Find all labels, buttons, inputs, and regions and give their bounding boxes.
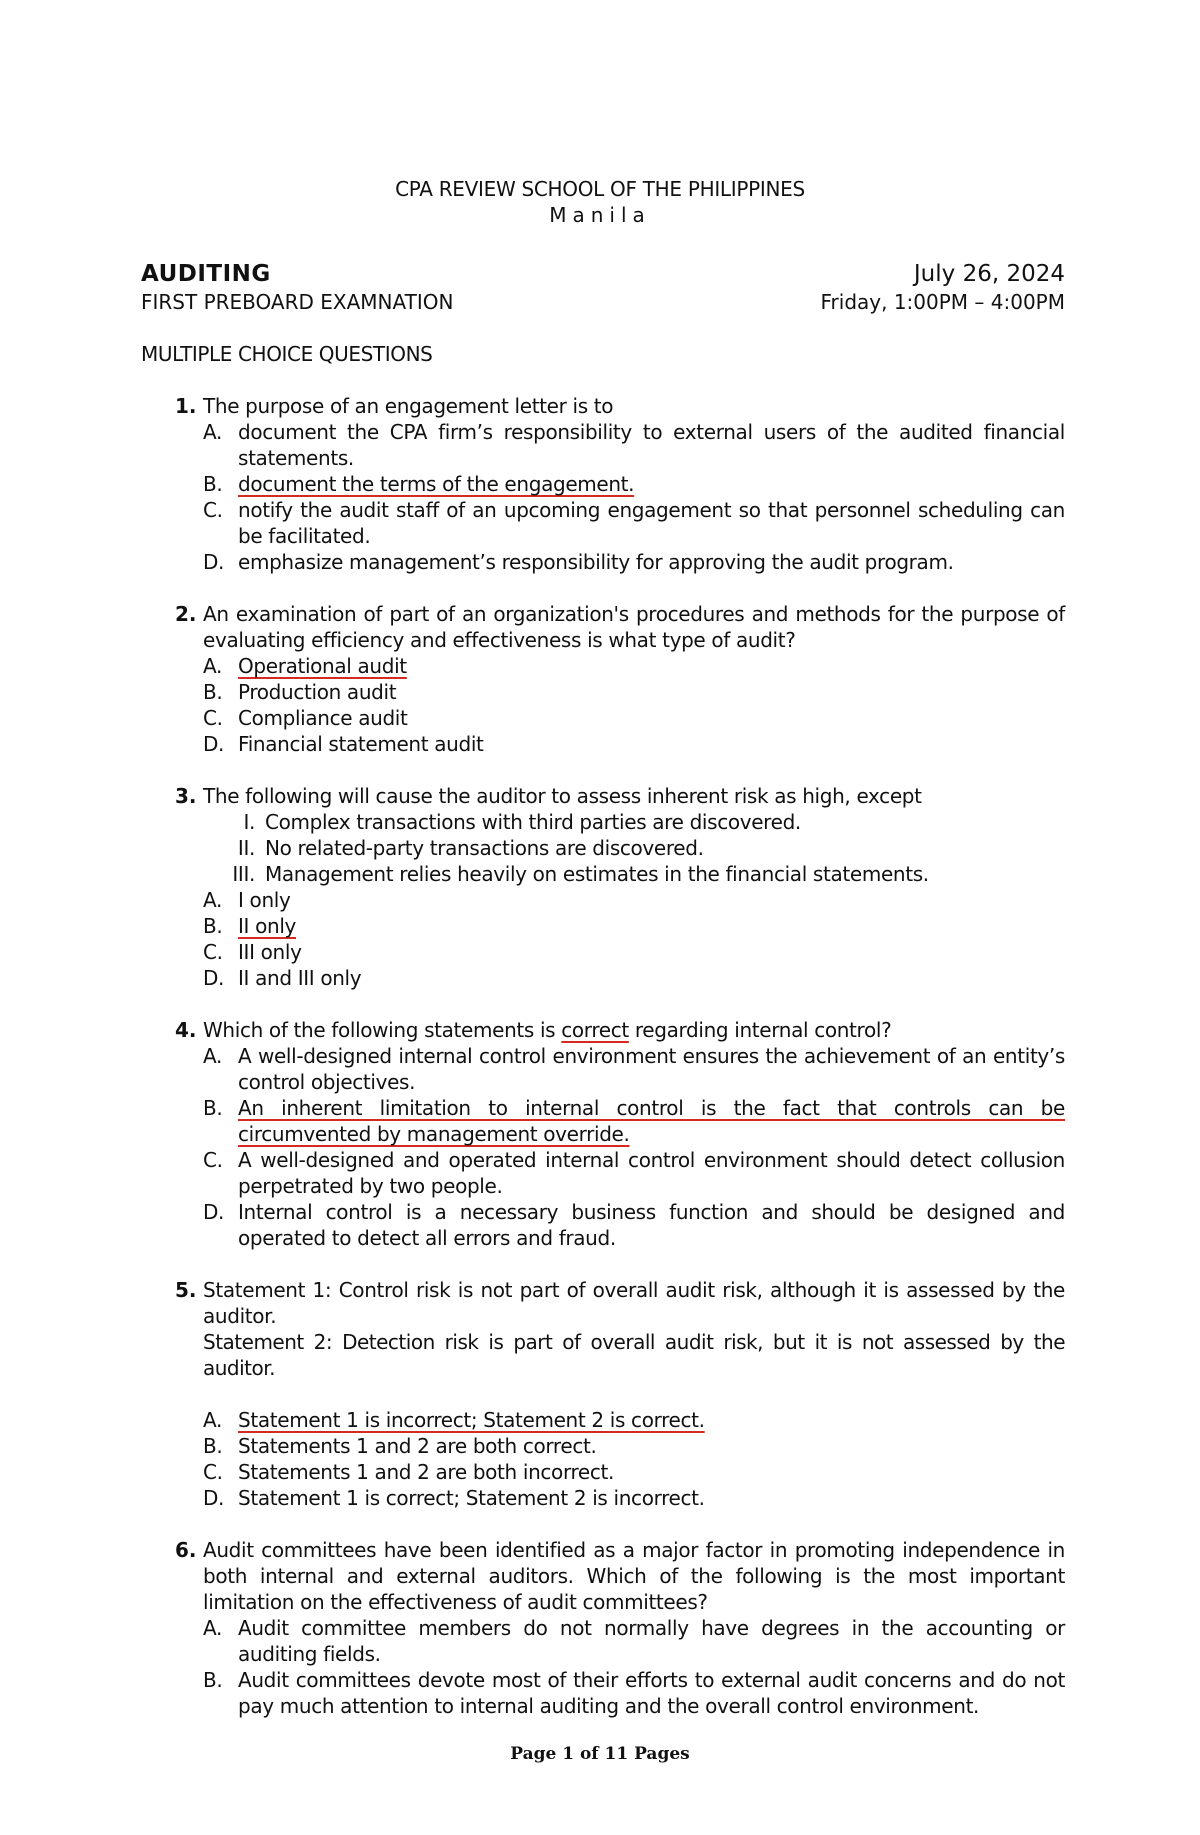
option-a [203,1615,1065,1667]
option-c [203,705,1065,731]
option-letter: C. [203,498,223,522]
section-title: MULTIPLE CHOICE QUESTIONS [141,342,433,366]
stem-part: Which of the following statements is [203,1018,562,1042]
option-text: II only [238,914,297,938]
option-d [203,1199,1065,1251]
option-text: Internal control is a necessary business function and should be designed and operated to detect all errors and fraud. [238,1200,1065,1250]
option-d [203,549,1065,575]
option-a [203,887,1065,913]
option-text: Statement 1 is correct; Statement 2 is incorrect. [238,1486,705,1510]
stem-part: regarding internal control? [628,1018,892,1042]
roman-numeral: III. [232,862,255,886]
roman-text: No related-party transactions are discovered. [265,836,704,860]
question-4 [141,1017,1065,1251]
option-letter: D. [203,966,225,990]
option-text: notify the audit staff of an upcoming engagement so that personnel scheduling can be facilitated. [238,498,1065,548]
question-2 [141,601,1065,757]
option-text: document the CPA firm’s responsibility to external users of the audited financial statements. [238,420,1065,470]
option-a [203,1043,1065,1095]
option-text: III only [238,940,302,964]
option-text: Financial statement audit [238,732,484,756]
option-letter: A. [203,1616,222,1640]
roman-numeral: I. [243,810,255,834]
option-a-marked-answer [203,653,1065,679]
question-number: 3. [175,784,197,808]
option-text: Production audit [238,680,397,704]
question-number: 4. [175,1018,197,1042]
question-number: 1. [175,394,197,418]
option-letter: A. [203,420,222,444]
option-c [203,1459,1065,1485]
option-letter: D. [203,1200,225,1224]
roman-item-2 [203,835,1065,861]
option-letter: B. [203,1668,223,1692]
question-3 [141,783,1065,991]
question-stem-statement-2: Statement 2: Detection risk is part of overall audit risk, but it is not assessed by the auditor. [203,1330,1065,1380]
roman-item-1 [203,809,1065,835]
roman-item-3 [203,861,1065,887]
roman-text: Complex transactions with third parties are discovered. [265,810,801,834]
option-letter: C. [203,706,223,730]
roman-numeral: II. [237,836,255,860]
option-c [203,939,1065,965]
exam-name: FIRST PREBOARD EXAMNATION [141,290,454,314]
subject-title: AUDITING [141,261,271,287]
option-letter: D. [203,732,225,756]
option-text: Audit committees devote most of their efforts to external audit concerns and do not pay much attention to internal auditing and the overall control environment. [238,1668,1065,1718]
option-letter: A. [203,654,222,678]
option-letter: C. [203,940,223,964]
option-letter: D. [203,1486,225,1510]
option-b-marked-answer [203,913,1065,939]
option-letter: C. [203,1148,223,1172]
school-header [0,176,1200,228]
option-a-marked-answer [203,1407,1065,1433]
option-b [203,1433,1065,1459]
question-list [141,393,1065,1745]
option-b [203,679,1065,705]
option-d [203,1485,1065,1511]
option-b-marked-answer [203,1095,1065,1147]
option-text: emphasize management’s responsibility for approving the audit program. [238,550,954,574]
school-name: CPA REVIEW SCHOOL OF THE PHILIPPINES [395,177,805,201]
option-text: document the terms of the engagement. [238,472,635,496]
option-letter: C. [203,1460,223,1484]
underlined-keyword: correct [561,1018,629,1042]
exam-date: July 26, 2024 [913,261,1065,287]
option-text: Audit committee members do not normally have degrees in the accounting or auditing fields. [238,1616,1065,1666]
question-stem: The purpose of an engagement letter is to [203,394,614,418]
option-letter: B. [203,1096,223,1120]
option-text: A well-designed and operated internal control environment should detect collusion perpetrated by two people. [238,1148,1065,1198]
option-b [203,1667,1065,1719]
option-text: II and III only [238,966,362,990]
page-footer: Page 1 of 11 Pages [510,1744,690,1764]
option-letter: B. [203,914,223,938]
question-number: 2. [175,602,197,626]
option-d [203,731,1065,757]
question-stem [203,1017,1065,1043]
option-letter: D. [203,550,225,574]
exam-schedule: Friday, 1:00PM – 4:00PM [820,290,1065,314]
option-text: Operational audit [238,654,407,678]
option-letter: A. [203,1044,222,1068]
option-text: Compliance audit [238,706,408,730]
option-d [203,965,1065,991]
question-number: 6. [175,1538,197,1562]
option-c [203,1147,1065,1199]
option-text: An inherent limitation to internal control is the fact that controls can be circumvented by management override. [238,1096,1065,1146]
roman-text: Management relies heavily on estimates in the financial statements. [265,862,929,886]
option-letter: A. [203,1408,222,1432]
question-number: 5. [175,1278,197,1302]
option-text: A well-designed internal control environment ensures the achievement of an entity’s control objectives. [238,1044,1065,1094]
option-text: Statement 1 is incorrect; Statement 2 is correct. [238,1408,705,1432]
question-1 [141,393,1065,575]
question-stem: The following will cause the auditor to assess inherent risk as high, except [203,784,922,808]
school-city: Manila [549,203,651,227]
question-stem: Statement 1: Control risk is not part of overall audit risk, although it is assessed by the auditor. [203,1278,1065,1328]
question-stem: Audit committees have been identified as a major factor in promoting independence in both internal and external auditors. Which of the following is the most important limitation on the effectiveness of audit committees? [203,1538,1065,1614]
option-c [203,497,1065,549]
option-letter: A. [203,888,222,912]
option-text: Statements 1 and 2 are both correct. [238,1434,597,1458]
question-5 [141,1277,1065,1511]
option-b-marked-answer [203,471,1065,497]
option-letter: B. [203,680,223,704]
option-text: Statements 1 and 2 are both incorrect. [238,1460,614,1484]
option-letter: B. [203,1434,223,1458]
option-text: I only [238,888,291,912]
option-a [203,419,1065,471]
option-letter: B. [203,472,223,496]
question-stem: An examination of part of an organization's procedures and methods for the purpose of evaluating efficiency and effectiveness is what type of audit? [203,602,1065,652]
exam-header [141,260,1065,315]
question-6 [141,1537,1065,1719]
